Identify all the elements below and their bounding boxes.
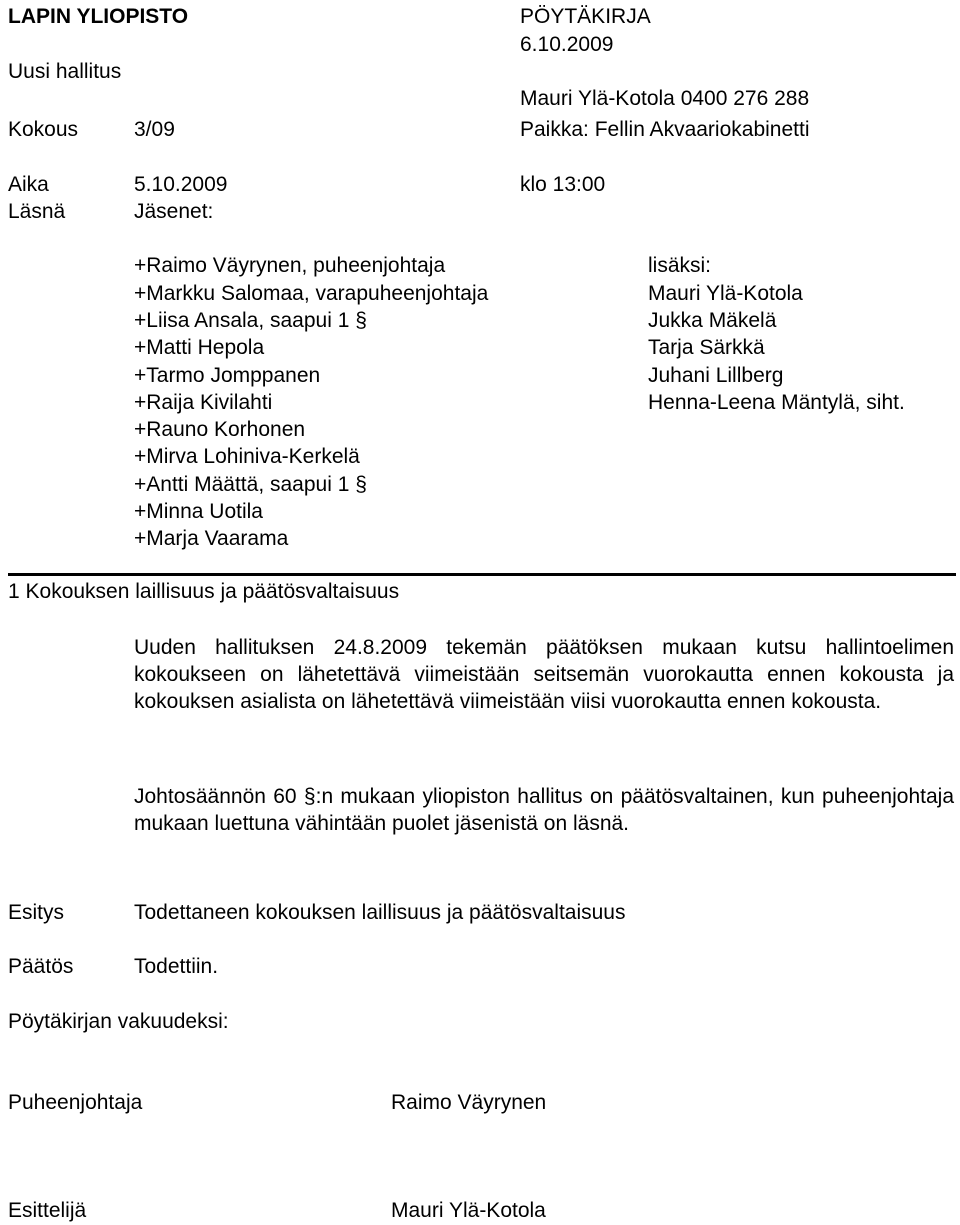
list-item: +Mirva Lohiniva-Kerkelä <box>134 445 360 468</box>
item-heading: 1 Kokouksen laillisuus ja päätösvaltaisuus <box>8 580 400 603</box>
list-item: +Rauno Korhonen <box>134 418 306 441</box>
decision-text: Todettiin. <box>134 955 219 978</box>
board-name: Uusi hallitus <box>8 60 122 83</box>
list-item: +Matti Hepola <box>134 336 265 359</box>
list-item: Jukka Mäkelä <box>648 309 777 332</box>
meeting-time: klo 13:00 <box>520 173 606 196</box>
document-date: 6.10.2009 <box>520 33 614 56</box>
meeting-number: 3/09 <box>134 118 175 141</box>
chair-label: Puheenjohtaja <box>8 1091 143 1114</box>
list-item: Tarja Särkkä <box>648 336 765 359</box>
list-item: +Liisa Ansala, saapui 1 § <box>134 309 367 332</box>
section-sign: § <box>355 309 367 332</box>
presenter-name: Mauri Ylä-Kotola <box>391 1199 546 1222</box>
list-item: +Minna Uotila <box>134 500 263 523</box>
list-item: +Raimo Väyrynen, puheenjohtaja <box>134 254 446 277</box>
proposal-text: Todettaneen kokouksen laillisuus ja päätösvaltaisuus <box>134 901 626 924</box>
list-item: Henna-Leena Mäntylä, siht. <box>648 391 905 414</box>
list-item: Juhani Lillberg <box>648 364 784 387</box>
list-item: +Antti Määttä, saapui 1 § <box>134 473 367 496</box>
meeting-place: Paikka: Fellin Akvaariokabinetti <box>520 118 810 141</box>
signatures-heading: Pöytäkirjan vakuudeksi: <box>8 1010 229 1033</box>
decision-label: Päätös <box>8 955 74 978</box>
chair-name: Raimo Väyrynen <box>391 1091 547 1114</box>
proposal-label: Esitys <box>8 901 65 924</box>
meeting-label: Kokous <box>8 118 79 141</box>
section-sign: § <box>303 785 316 808</box>
time-label: Aika <box>8 173 49 196</box>
list-item: +Marja Vaarama <box>134 527 289 550</box>
attendees-label: Läsnä <box>8 200 66 223</box>
document-type: PÖYTÄKIRJA <box>520 5 651 28</box>
members-label: Jäsenet: <box>134 200 214 223</box>
paragraph-notice: Uuden hallituksen 24.8.2009 tekemän päätöksen mukaan kutsu hallintoelimen kokoukseen on lähetettävä viimeistään seitsemän vuorokautta ennen kokousta ja kokouksen asialista on lähetettävä viimeistään viisi vuorokautta ennen kokousta. <box>134 636 954 713</box>
list-item: lisäksi: <box>648 254 712 277</box>
list-item: +Raija Kivilahti <box>134 391 273 414</box>
presenter-label: Esittelijä <box>8 1199 87 1222</box>
section-divider <box>8 573 956 576</box>
contact-info: Mauri Ylä-Kotola 0400 276 288 <box>520 87 810 110</box>
meeting-date: 5.10.2009 <box>134 173 228 196</box>
list-item: +Tarmo Jomppanen <box>134 364 321 387</box>
paragraph-quorum: Johtosäännön 60 §:n mukaan yliopiston hallitus on päätösvaltainen, kun puheenjohtaja mukaan luettuna vähintään puolet jäsenistä on läsnä. <box>134 785 954 835</box>
list-item: +Markku Salomaa, varapuheenjohtaja <box>134 282 489 305</box>
organization-name: LAPIN YLIOPISTO <box>8 5 189 28</box>
list-item: Mauri Ylä-Kotola <box>648 282 803 305</box>
section-sign: § <box>355 473 367 496</box>
